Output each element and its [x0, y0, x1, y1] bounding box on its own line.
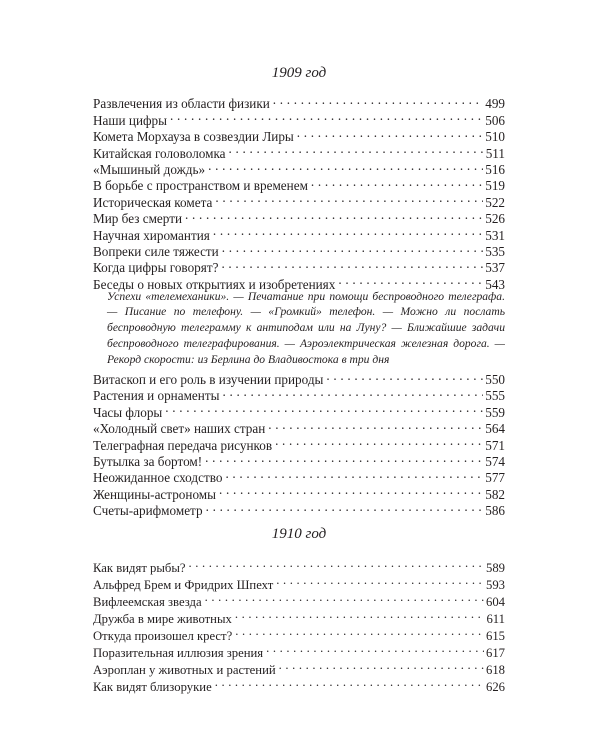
toc-leader-dots	[219, 482, 483, 498]
toc-entry-page: 522	[485, 194, 505, 210]
toc-leader-dots	[215, 674, 484, 691]
toc-entry-page: 499	[485, 96, 505, 112]
toc-leader-dots	[326, 368, 483, 384]
toc-entry-title: Наши цифры	[93, 113, 170, 129]
toc-entry-page: 618	[485, 663, 505, 678]
toc-leader-dots	[275, 433, 483, 449]
toc-entry-title: Откуда произошел крест?	[93, 628, 235, 645]
toc-entry-title: Китайская головоломка	[93, 146, 229, 162]
toc-entry-title: Неожиданное сходство	[93, 470, 225, 486]
toc-entry-title: Бутылка за бортом!	[93, 454, 205, 470]
toc-leader-dots	[222, 384, 483, 400]
toc-entry-title: Научная хиромантия	[93, 228, 213, 244]
table-of-contents	[93, 64, 505, 695]
toc-entry-page: 537	[485, 260, 505, 276]
toc-leader-dots	[208, 158, 483, 174]
toc-entry-page: 577	[485, 470, 505, 486]
toc-leader-dots	[170, 108, 483, 124]
toc-entry-page: 593	[485, 578, 505, 593]
section-1909	[93, 64, 505, 519]
toc-entry-title: Комета Морхауза в созвездии Лиры	[93, 129, 297, 145]
toc-leader-dots	[311, 174, 483, 190]
toc-leader-dots	[205, 589, 484, 606]
toc-subtopics: Успехи «телемеханики». — Печатание при помощи беспроводного телеграфа. — Писание по телефону. — «Громкий» телефон. — Можно ли послать беспроводную телеграмму к антиподам или на Луну? — Ближайшие задачи беспроводного телеграфирования. — Аэроэлектрическая железная дорога. — Рекорд скорости: из Берлина до Владивостока в три дня	[107, 289, 505, 366]
toc-entry-title: Мир без смерти	[93, 211, 185, 227]
toc-entry-page: 510	[485, 129, 505, 145]
toc-entry-page: 617	[485, 646, 505, 661]
toc-list-1910	[93, 555, 505, 695]
toc-entry-title: Как видят близорукие	[93, 679, 215, 696]
toc-leader-dots	[235, 606, 485, 623]
toc-leader-dots	[205, 450, 483, 466]
toc-entry[interactable]	[93, 92, 505, 112]
toc-leader-dots	[297, 125, 483, 141]
toc-entry-title: Вопреки силе тяжести	[93, 244, 222, 260]
toc-entry-page: 589	[485, 561, 505, 576]
toc-entry-page: 535	[485, 243, 505, 259]
toc-list-1909-a	[93, 92, 505, 292]
toc-leader-dots	[268, 417, 483, 433]
toc-leader-dots	[185, 207, 483, 223]
toc-entry-title: Как видят рыбы?	[93, 560, 189, 577]
toc-entry-title: «Холодный свет» наших стран	[93, 421, 268, 437]
toc-entry-title: Растения и орнаменты	[93, 388, 222, 404]
toc-leader-dots	[235, 623, 484, 640]
section-1910	[93, 525, 505, 695]
toc-entry-page: 604	[485, 595, 505, 610]
toc-leader-dots	[225, 466, 483, 482]
section-title-1909: 1909 год	[271, 65, 327, 81]
toc-entry-title: Альфред Брем и Фридрих Шпехт	[93, 577, 276, 594]
toc-entry-page: 519	[485, 178, 505, 194]
toc-entry-page: 543	[485, 276, 505, 292]
toc-leader-dots	[221, 256, 483, 272]
toc-entry-title: Счеты-арифмометр	[93, 503, 206, 519]
toc-leader-dots	[189, 555, 484, 572]
toc-entry-title: Часы флоры	[93, 405, 165, 421]
toc-leader-dots	[222, 240, 483, 256]
toc-entry-title: Аэроплан у животных и растений	[93, 662, 279, 679]
toc-leader-dots	[213, 223, 483, 239]
toc-entry-page: 611	[486, 612, 505, 627]
toc-leader-dots	[165, 400, 483, 416]
toc-entry-page: 615	[485, 629, 505, 644]
toc-leader-dots	[229, 141, 484, 157]
toc-leader-dots	[206, 499, 484, 515]
toc-entry-title: Женщины-астрономы	[93, 487, 219, 503]
toc-entry-title: Телеграфная передача рисунков	[93, 438, 275, 454]
toc-entry-page: 550	[485, 372, 505, 388]
toc-entry[interactable]	[93, 555, 505, 576]
toc-entry-title: Витаскоп и его роль в изучении природы	[93, 372, 326, 388]
toc-leader-dots	[338, 272, 483, 288]
toc-entry-page: 511	[485, 145, 505, 161]
toc-list-1909-b	[93, 368, 505, 519]
toc-entry[interactable]	[93, 368, 505, 388]
toc-leader-dots	[279, 657, 484, 674]
toc-entry-title: Беседы о новых открытиях и изобретениях	[93, 277, 338, 293]
toc-entry-title: Поразительная иллюзия зрения	[93, 645, 266, 662]
toc-entry-page: 516	[485, 161, 505, 177]
toc-entry-page: 582	[485, 486, 505, 502]
toc-leader-dots	[276, 572, 484, 589]
toc-entry-title: Историческая комета	[93, 195, 215, 211]
toc-entry-page: 526	[485, 211, 505, 227]
toc-entry-page: 559	[485, 404, 505, 420]
toc-entry-title: «Мышиный дождь»	[93, 162, 208, 178]
toc-entry-page: 586	[485, 503, 505, 519]
toc-entry-page: 531	[485, 227, 505, 243]
toc-entry-title: В борьбе с пространством и временем	[93, 178, 311, 194]
toc-entry-title: Развлечения из области физики	[93, 96, 273, 112]
toc-entry-page: 571	[485, 437, 505, 453]
toc-entry-page: 626	[485, 680, 505, 695]
toc-entry-page: 574	[485, 454, 505, 470]
toc-entry-title: Когда цифры говорят?	[93, 260, 221, 276]
toc-entry-title: Дружба в мире животных	[93, 611, 235, 628]
toc-leader-dots	[273, 92, 483, 108]
toc-entry-title: Вифлеемская звезда	[93, 594, 205, 611]
toc-leader-dots	[215, 190, 483, 206]
toc-entry-page: 506	[485, 112, 505, 128]
toc-entry-page: 555	[485, 388, 505, 404]
section-title-1910: 1910 год	[271, 526, 327, 543]
toc-leader-dots	[266, 640, 484, 657]
toc-entry-page: 564	[485, 421, 505, 437]
